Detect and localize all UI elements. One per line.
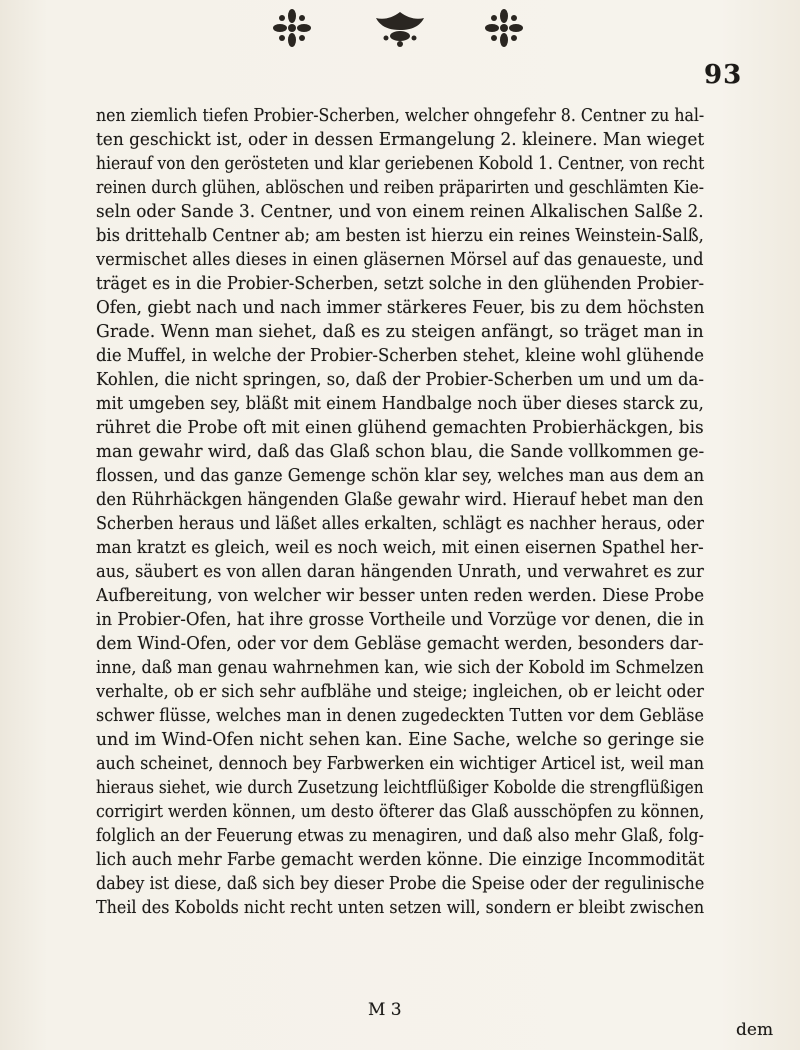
text-line: und im Wind-Ofen nicht sehen kan. Eine Sache, welche so geringe sie — [96, 730, 705, 750]
text-line: aus, säubert es von allen daran hängenden Unrath, und verwahret es zur — [96, 562, 704, 582]
text-line: Aufbereitung, von welcher wir besser unten reden werden. Diese Probe — [96, 586, 705, 606]
text-line: hierauf von den gerösteten und klar geriebenen Kobold 1. Centner, von recht — [96, 154, 705, 174]
text-line: Grade. Wenn man siehet, daß es zu steigen anfängt, so träget man in — [96, 322, 704, 342]
header-ornament — [0, 8, 800, 54]
text-line: inne, daß man genau wahrnehmen kan, wie sich der Kobold im Schmelzen — [96, 658, 704, 678]
text-line: dabey ist diese, daß sich bey dieser Probe die Speise oder der regulinische — [96, 874, 705, 894]
text-line: corrigirt werden können, um desto öfterer das Glaß ausschöpfen zu können, — [96, 802, 705, 822]
signature-mark: M 3 — [368, 1000, 402, 1020]
text-line: Scherben heraus und läßet alles erkalten, schlägt es nachher heraus, oder — [96, 514, 704, 534]
fleuron-left-icon — [272, 8, 312, 48]
text-line: lich auch mehr Farbe gemacht werden könne. Die einzige Incommodität — [96, 850, 705, 870]
text-line: flossen, und das ganze Gemenge schön klar sey, welches man aus dem an — [96, 466, 705, 486]
text-line: reinen durch glühen, ablöschen und reiben präparirten und geschlämten Kie- — [96, 178, 704, 198]
text-line: die Muffel, in welche der Probier-Scherben stehet, kleine wohl glühende — [96, 346, 704, 366]
text-line: schwer flüsse, welches man in denen zugedeckten Tutten vor dem Gebläse — [96, 706, 704, 726]
text-line: seln oder Sande 3. Centner, und von einem reinen Alkalischen Salße 2. — [96, 202, 704, 222]
text-line: ten geschickt ist, oder in dessen Ermangelung 2. kleinere. Man wieget — [96, 130, 705, 150]
text-line: Ofen, giebt nach und nach immer stärkeres Feuer, bis zu dem höchsten — [96, 298, 705, 318]
text-line: den Rührhäckgen hängenden Glaße gewahr wird. Hierauf hebet man den — [96, 490, 704, 510]
text-line: träget es in die Probier-Scherben, setzt solche in den glühenden Probier- — [96, 274, 704, 294]
fleuron-right-icon — [484, 8, 524, 48]
text-line: man gewahr wird, daß das Glaß schon blau, die Sande vollkommen ge- — [96, 442, 705, 462]
body-text — [96, 104, 800, 920]
text-line: Theil des Kobolds nicht recht unten setzen will, sondern er bleibt zwischen — [96, 898, 705, 918]
text-line: verhalte, ob er sich sehr aufblähe und steige; ingleichen, ob er leicht oder — [96, 682, 704, 702]
text-line: man kratzt es gleich, weil es noch weich, mit einen eisernen Spathel her- — [96, 538, 704, 558]
text-line: auch scheinet, dennoch bey Farbwerken ein wichtiger Articel ist, weil man — [96, 754, 705, 774]
text-line: vermischet alles dieses in einen gläsernen Mörsel auf das genaueste, und — [96, 250, 704, 270]
text-line: in Probier-Ofen, hat ihre grosse Vortheile und Vorzüge vor denen, die in — [96, 610, 705, 630]
text-line: dem Wind-Ofen, oder vor dem Gebläse gemacht werden, besonders dar- — [96, 634, 704, 654]
text-line: Kohlen, die nicht springen, so, daß der Probier-Scherben um und um da- — [96, 370, 704, 390]
catchword: dem — [736, 1020, 774, 1040]
text-line: mit umgeben sey, bläßt mit einem Handbalge noch über dieses starck zu, — [96, 394, 704, 414]
text-line: rühret die Probe oft mit einen glühend gemachten Probierhäckgen, bis — [96, 418, 704, 438]
fleuron-center-icon — [372, 8, 428, 48]
text-line: hieraus siehet, wie durch Zusetzung leichtflüßiger Kobolde die strengflüßigen — [96, 778, 704, 798]
page-number: 93 — [704, 60, 743, 90]
text-line: bis drittehalb Centner ab; am besten ist hierzu ein reines Weinstein-Salß, — [96, 226, 704, 246]
text-line: nen ziemlich tiefen Probier-Scherben, welcher ohngefehr 8. Centner zu hal- — [96, 106, 705, 126]
text-line: folglich an der Feuerung etwas zu menagiren, und daß also mehr Glaß, folg- — [96, 826, 704, 846]
